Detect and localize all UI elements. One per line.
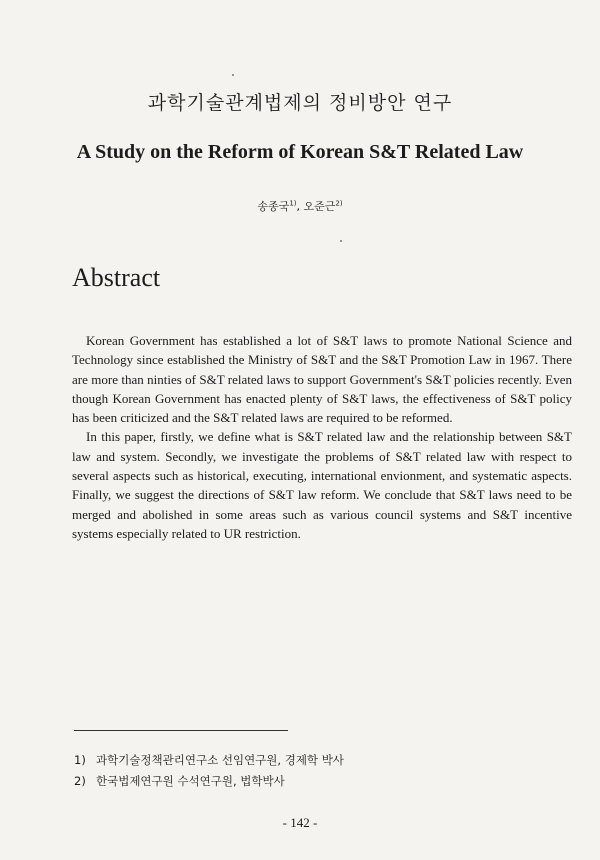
footnote-text: 과학기술정책관리연구소 선임연구원, 경제학 박사 [96, 753, 344, 767]
scan-speck [340, 240, 342, 242]
footnote-text: 한국법제연구원 수석연구원, 법학박사 [96, 774, 285, 788]
footnotes [74, 750, 344, 792]
abstract-paragraph: Korean Government has established a lot of S&T laws to promote National Science and Technology since established the Ministry of S&T and the S&T Promotion Law in 1967. There are more than ninties of S&T related laws to support Government's S&T policies recently. Even though Korean Government has enacted plenty of S&T laws, the effectiveness of S&T policy has been criticized and the S&T related laws are required to be reformed. [72, 333, 572, 426]
section-heading: Abstract [72, 263, 161, 292]
author-name: 송종국 [257, 200, 290, 213]
author-separator: , [296, 200, 304, 213]
footnote-item [74, 771, 344, 792]
footnote-marker: 2) [335, 199, 343, 208]
abstract-body [72, 331, 572, 543]
abstract-paragraph: In this paper, firstly, we define what is S&T related law and the relationship between S&T law and system. Secondly, we investigate the problems of S&T related law with respect to several aspects such as historical, executing, international envionment, and systematic aspects. Finally, we suggest the directions of S&T law reform. We conclude that S&T laws need to be merged and abolished in some areas such as various council systems and S&T incentive systems especially related to UR restriction. [72, 429, 572, 541]
footnote-divider [74, 730, 288, 731]
scan-speck [232, 74, 234, 76]
english-title: A Study on the Reform of Korean S&T Related Law [76, 141, 524, 163]
footnote-item [74, 750, 344, 771]
author-line [0, 198, 600, 214]
author-name: 오준근 [303, 200, 336, 213]
korean-title: 과학기술관계법제의 정비방안 연구 [147, 92, 453, 114]
footnote-number: 2) [74, 774, 86, 788]
page-number: - 142 - [282, 815, 318, 830]
footnote-marker: 1) [289, 199, 297, 208]
footnote-number: 1) [74, 753, 86, 767]
